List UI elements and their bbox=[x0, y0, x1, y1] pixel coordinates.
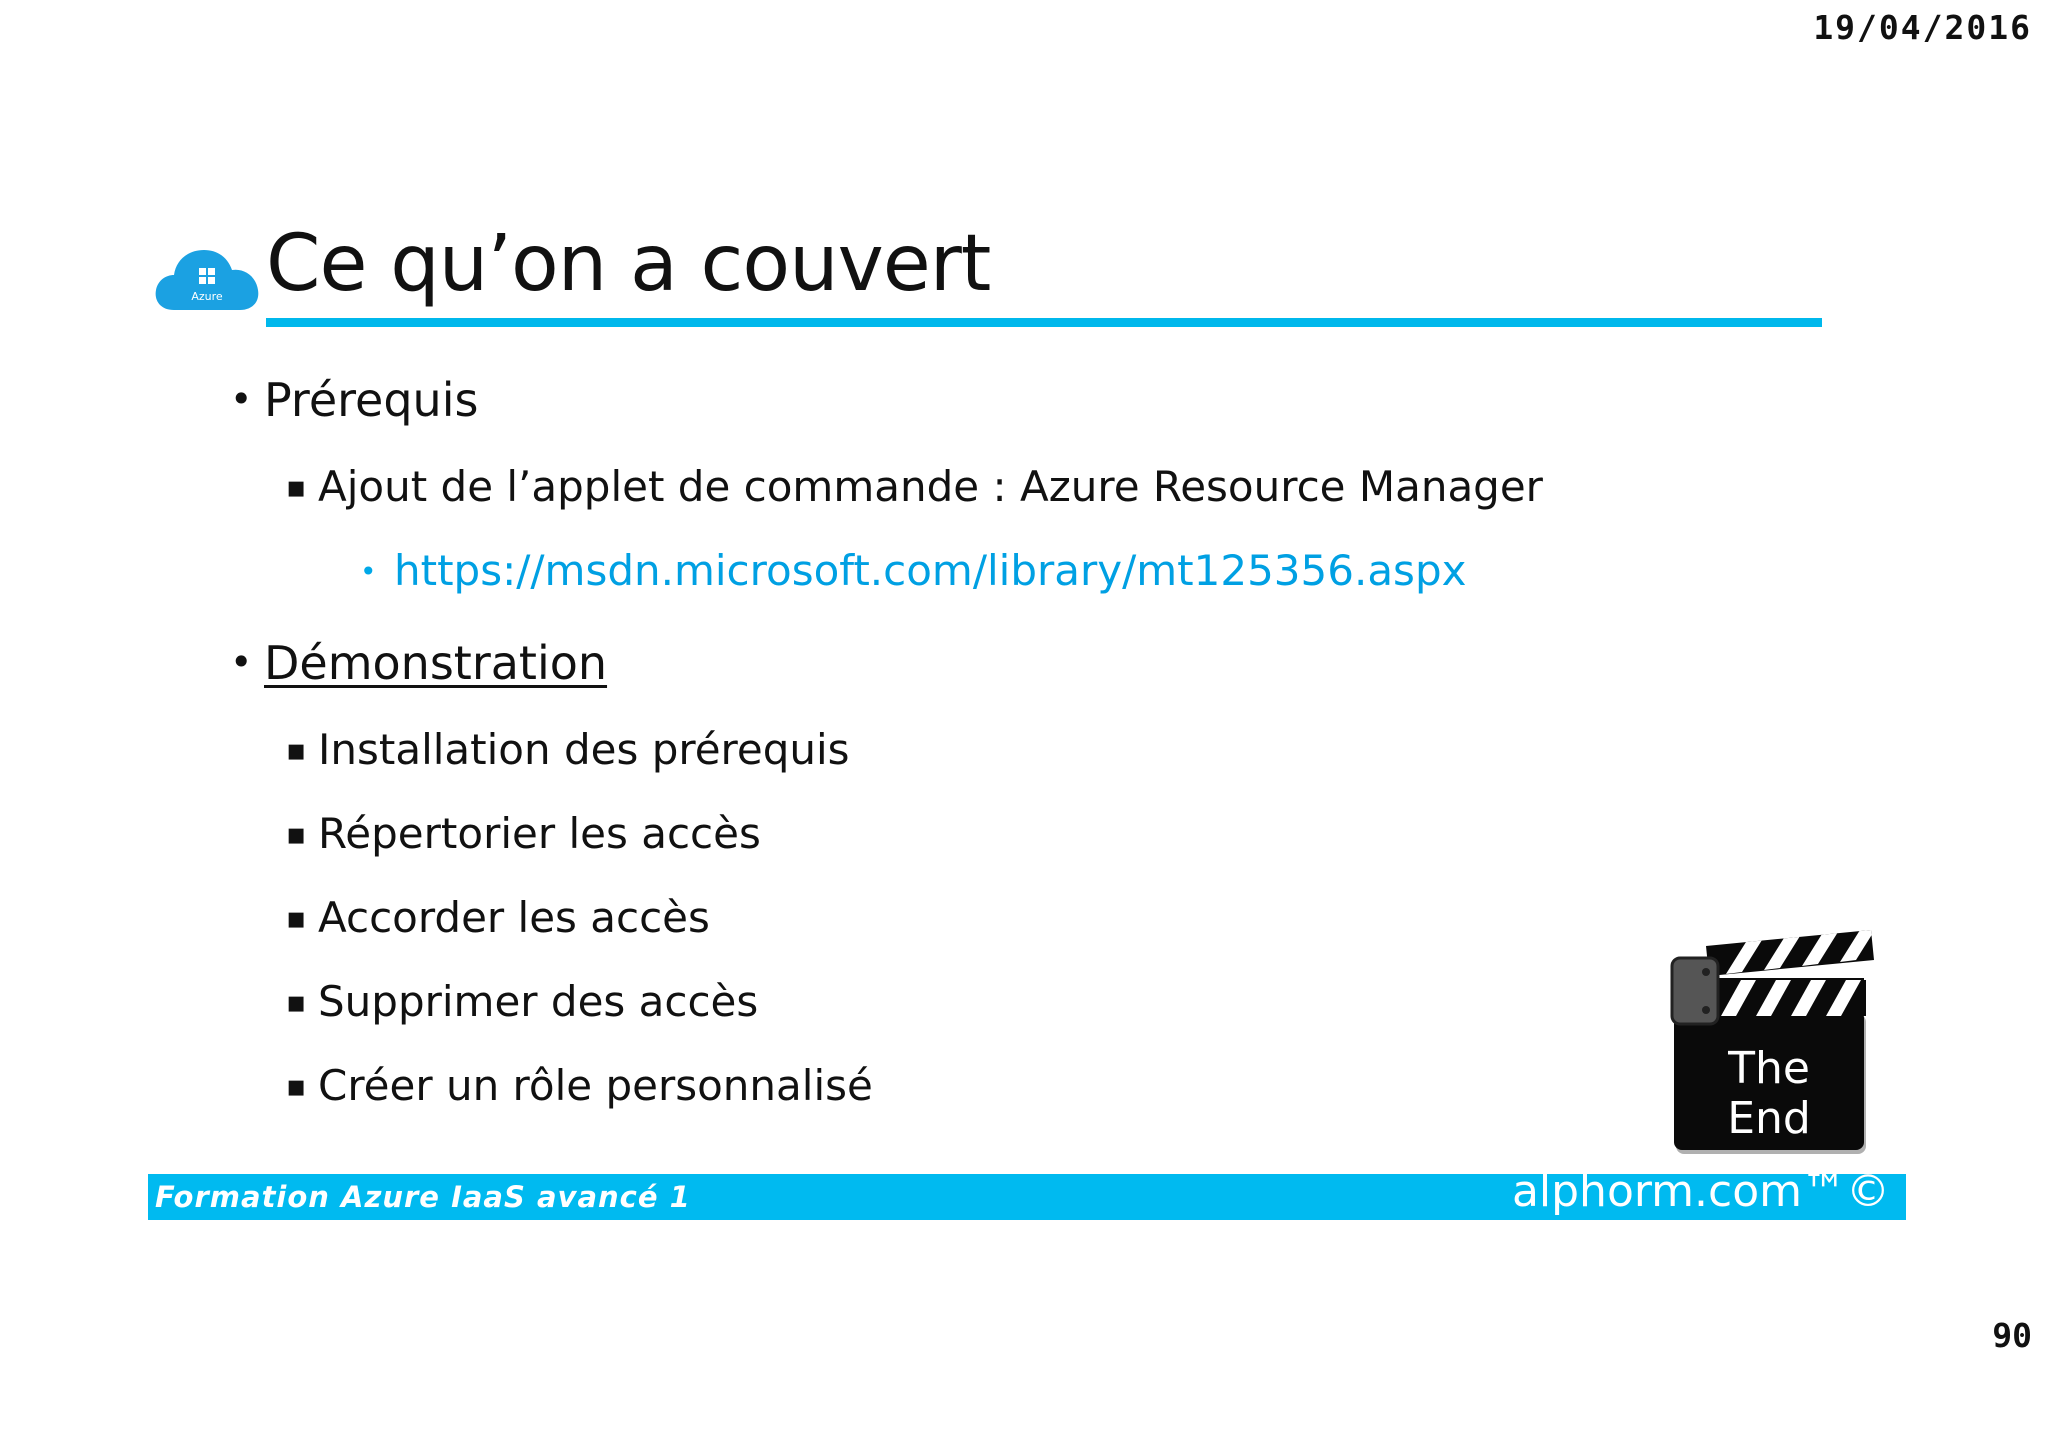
list-item bbox=[286, 809, 761, 858]
list-item-text: Supprimer des accès bbox=[318, 977, 759, 1026]
page-number: 90 bbox=[1992, 1316, 2032, 1355]
page-date: 19/04/2016 bbox=[1813, 8, 2032, 47]
list-item-text: Créer un rôle personnalisé bbox=[318, 1061, 873, 1110]
demonstration-link[interactable]: Démonstration bbox=[264, 636, 608, 690]
list-item bbox=[286, 725, 850, 774]
list-item bbox=[230, 636, 608, 690]
list-item bbox=[230, 373, 479, 427]
bullet-dot-icon: • bbox=[230, 640, 253, 684]
list-item-text: Prérequis bbox=[264, 373, 479, 427]
bullet-square-icon: ▪ bbox=[286, 1069, 307, 1104]
bullet-dot-icon: • bbox=[230, 377, 253, 421]
bullet-square-icon: ▪ bbox=[286, 985, 307, 1020]
list-item bbox=[286, 977, 759, 1026]
list-item bbox=[360, 546, 1467, 595]
bullet-square-icon: ▪ bbox=[286, 817, 307, 852]
bullet-dot-icon: • bbox=[360, 555, 377, 588]
azure-cloud-icon bbox=[152, 240, 262, 314]
bullet-square-icon: ▪ bbox=[286, 470, 307, 505]
clapper-text-the: The bbox=[1728, 1043, 1810, 1094]
footer-brand: alphorm.com™© bbox=[1511, 1166, 1890, 1217]
slide-title: Ce qu’on a couvert bbox=[266, 219, 991, 309]
title-underline bbox=[266, 318, 1822, 327]
msdn-link[interactable]: https://msdn.microsoft.com/library/mt125356.aspx bbox=[394, 546, 1467, 595]
list-item-text: Accorder les accès bbox=[318, 893, 710, 942]
list-item bbox=[286, 893, 710, 942]
list-item-text: Ajout de l’applet de commande : Azure Resource Manager bbox=[318, 462, 1543, 511]
list-item bbox=[286, 462, 1543, 511]
clapper-text-end: End bbox=[1727, 1093, 1811, 1144]
list-item-text: Répertorier les accès bbox=[318, 809, 761, 858]
bullet-square-icon: ▪ bbox=[286, 733, 307, 768]
list-item bbox=[286, 1061, 873, 1110]
bullet-square-icon: ▪ bbox=[286, 901, 307, 936]
list-item-text: Installation des prérequis bbox=[318, 725, 850, 774]
footer-course-title: Formation Azure IaaS avancé 1 bbox=[155, 1180, 691, 1214]
clapperboard-icon bbox=[1666, 928, 1876, 1158]
azure-logo-label: Azure bbox=[191, 290, 223, 303]
